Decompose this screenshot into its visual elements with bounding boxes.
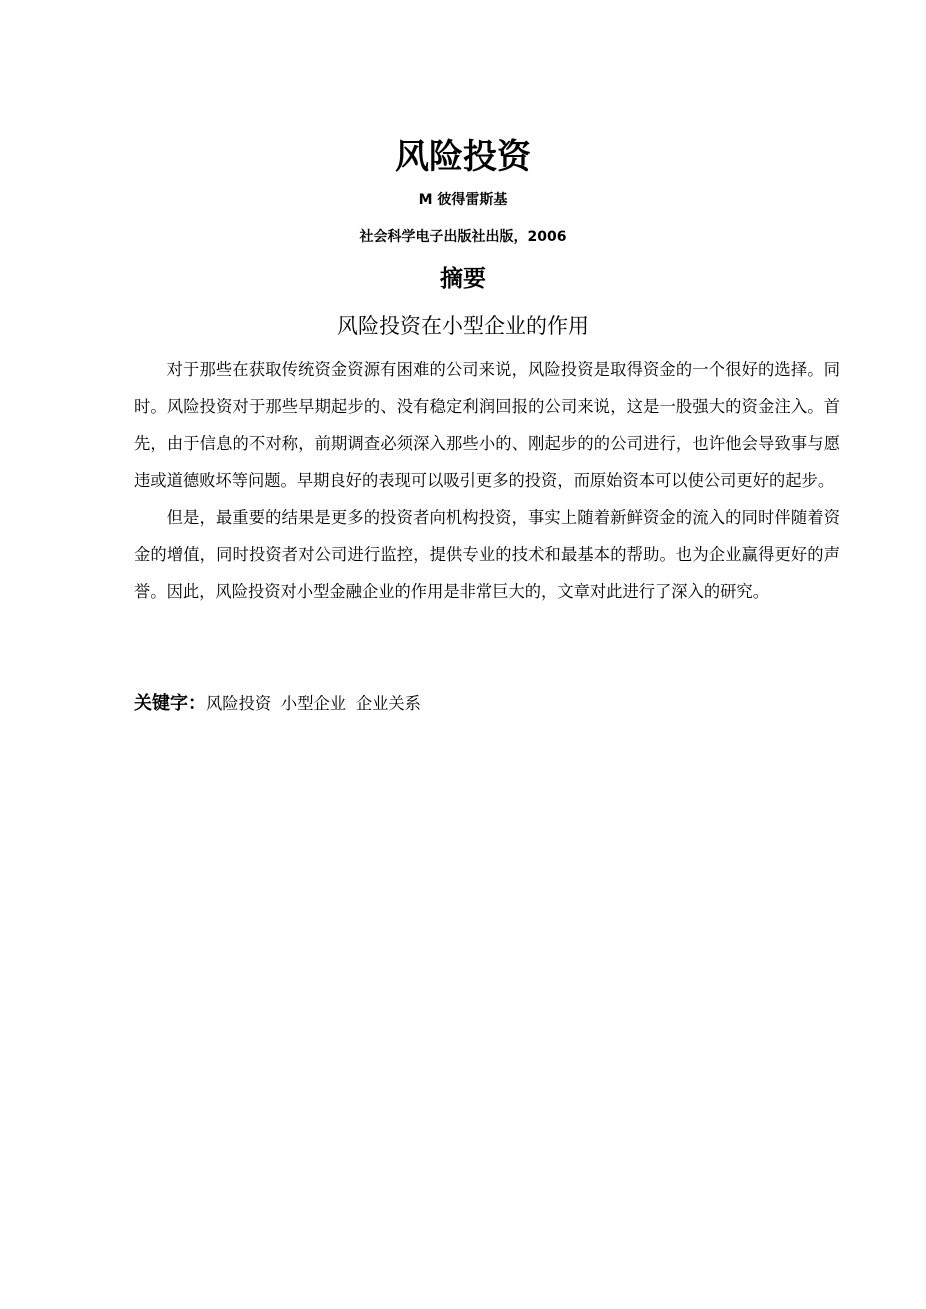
abstract-subtitle: 风险投资在小型企业的作用: [337, 314, 589, 338]
abstract-body: [134, 351, 840, 610]
abstract-paragraph-2: 但是，最重要的结果是更多的投资者向机构投资，事实上随着新鲜资金的流入的同时伴随着资金的增值，同时投资者对公司进行监控，提供专业的技术和最基本的帮助。也为企业赢得更好的声誉。因此，风险投资对小型金融企业的作用是非常巨大的，文章对此进行了深入的研究。: [134, 508, 840, 601]
abstract-heading: 摘要: [440, 266, 486, 292]
author-line: M 彼得雷斯基: [418, 192, 508, 208]
document-title: 风险投资: [395, 137, 531, 177]
keyword-item: 企业关系: [355, 694, 421, 713]
abstract-paragraph-1: 对于那些在获取传统资金资源有困难的公司来说，风险投资是取得资金的一个很好的选择。同时。风险投资对于那些早期起步的、没有稳定利润回报的公司来说，这是一股强大的资金注入。首先，由于信息的不对称，前期调查必须深入那些小的、刚起步的的公司进行，也许他会导致事与愿违或道德败坏等问题。早期良好的表现可以吸引更多的投资，而原始资本可以使公司更好的起步。: [134, 360, 840, 490]
publisher-line: 社会科学电子出版社出版，2006: [359, 229, 567, 245]
keywords-line: [134, 686, 840, 722]
keywords-label: 关键字：: [134, 693, 206, 714]
keyword-item: 风险投资: [206, 694, 272, 713]
keyword-item: 小型企业: [280, 694, 347, 713]
